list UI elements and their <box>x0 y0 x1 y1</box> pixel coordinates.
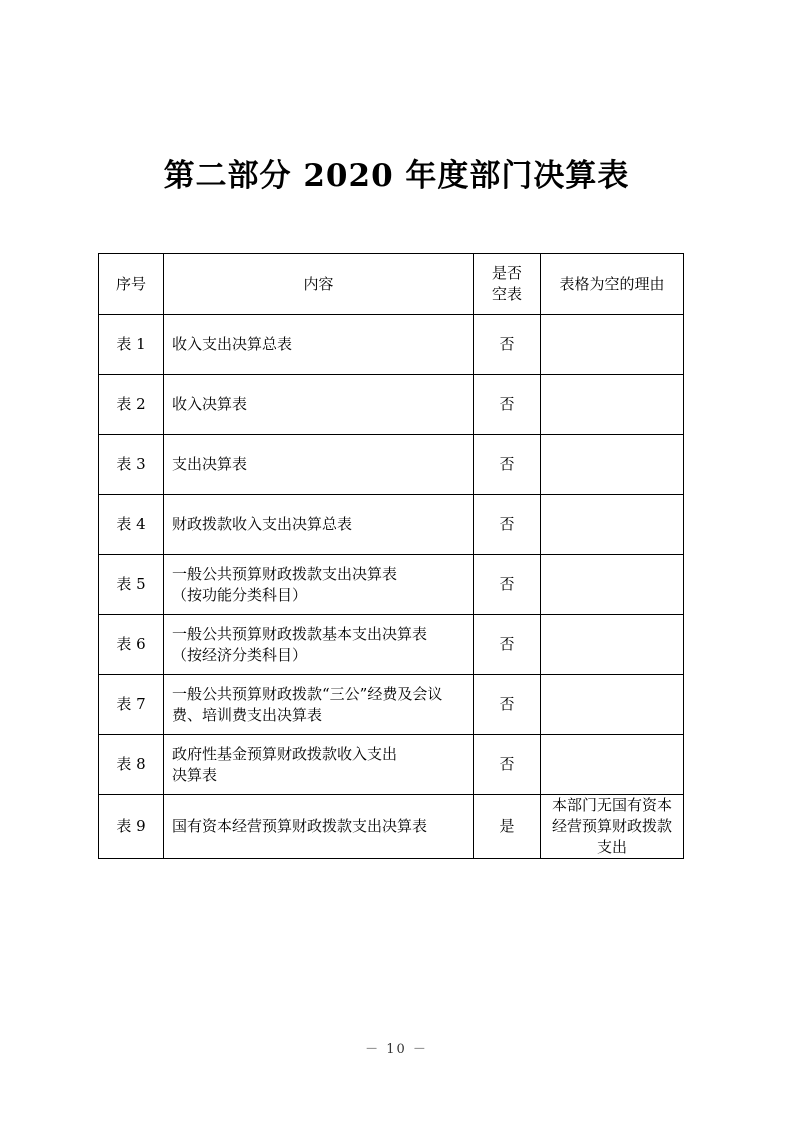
header-is-empty <box>474 254 541 315</box>
table-row <box>99 615 684 675</box>
table-row <box>99 315 684 375</box>
row-content-line2: （按功能分类科目） <box>172 585 308 604</box>
header-is-empty-line2: 空表 <box>491 285 522 303</box>
row-is-empty: 否 <box>474 555 541 615</box>
row-no: 表 3 <box>99 435 164 495</box>
table-row <box>99 375 684 435</box>
row-content-line2: 费、培训费支出决算表 <box>172 705 323 724</box>
row-content <box>164 375 474 435</box>
table-header-row <box>99 254 684 315</box>
header-is-empty-line1: 是否 <box>491 264 522 282</box>
row-is-empty: 否 <box>474 735 541 795</box>
row-content-line2: （按经济分类科目） <box>172 645 308 664</box>
row-is-empty: 否 <box>474 315 541 375</box>
row-content-line1: 一般公共预算财政拨款基本支出决算表 <box>172 624 428 643</box>
table-row <box>99 435 684 495</box>
final-accounts-table <box>98 253 684 859</box>
row-no: 表 4 <box>99 495 164 555</box>
row-content <box>164 435 474 495</box>
row-content <box>164 315 474 375</box>
table-row <box>99 675 684 735</box>
row-content-line1: 政府性基金预算财政拨款收入支出 <box>172 744 398 763</box>
row-reason <box>541 735 684 795</box>
row-is-empty: 否 <box>474 675 541 735</box>
row-content <box>164 735 474 795</box>
row-is-empty: 是 <box>474 795 541 859</box>
row-content <box>164 615 474 675</box>
page-title: 第二部分 2020 年度部门决算表 <box>163 158 630 194</box>
row-is-empty: 否 <box>474 375 541 435</box>
row-reason <box>541 495 684 555</box>
table-row <box>99 495 684 555</box>
row-reason <box>541 615 684 675</box>
header-content: 内容 <box>164 254 474 315</box>
row-no: 表 7 <box>99 675 164 735</box>
row-content-line1: 支出决算表 <box>172 455 248 473</box>
row-content-line1: 收入决算表 <box>172 395 248 413</box>
row-content-line2: 决算表 <box>172 765 218 784</box>
row-no: 表 2 <box>99 375 164 435</box>
row-content-line1: 财政拨款收入支出决算总表 <box>172 515 353 533</box>
row-content-line1: 国有资本经营预算财政拨款支出决算表 <box>172 817 428 835</box>
row-content <box>164 495 474 555</box>
row-reason <box>541 675 684 735</box>
row-content-line1: 一般公共预算财政拨款“三公”经费及会议 <box>172 684 443 703</box>
row-content-line1: 收入支出决算总表 <box>172 335 293 353</box>
row-no: 表 5 <box>99 555 164 615</box>
row-reason <box>541 315 684 375</box>
row-content-line1: 一般公共预算财政拨款支出决算表 <box>172 564 398 583</box>
table-row <box>99 795 684 859</box>
page-number: － 10 － <box>365 1042 428 1057</box>
row-content <box>164 675 474 735</box>
row-no: 表 6 <box>99 615 164 675</box>
row-content <box>164 555 474 615</box>
row-is-empty: 否 <box>474 435 541 495</box>
row-reason: 本部门无国有资本经营预算财政拨款支出 <box>541 795 684 859</box>
row-is-empty: 否 <box>474 495 541 555</box>
row-no: 表 8 <box>99 735 164 795</box>
table-row <box>99 555 684 615</box>
row-no: 表 9 <box>99 795 164 859</box>
row-reason <box>541 555 684 615</box>
row-is-empty: 否 <box>474 615 541 675</box>
row-reason <box>541 435 684 495</box>
header-no: 序号 <box>99 254 164 315</box>
table-row <box>99 735 684 795</box>
row-content <box>164 795 474 859</box>
header-reason: 表格为空的理由 <box>541 254 684 315</box>
row-reason <box>541 375 684 435</box>
row-no: 表 1 <box>99 315 164 375</box>
